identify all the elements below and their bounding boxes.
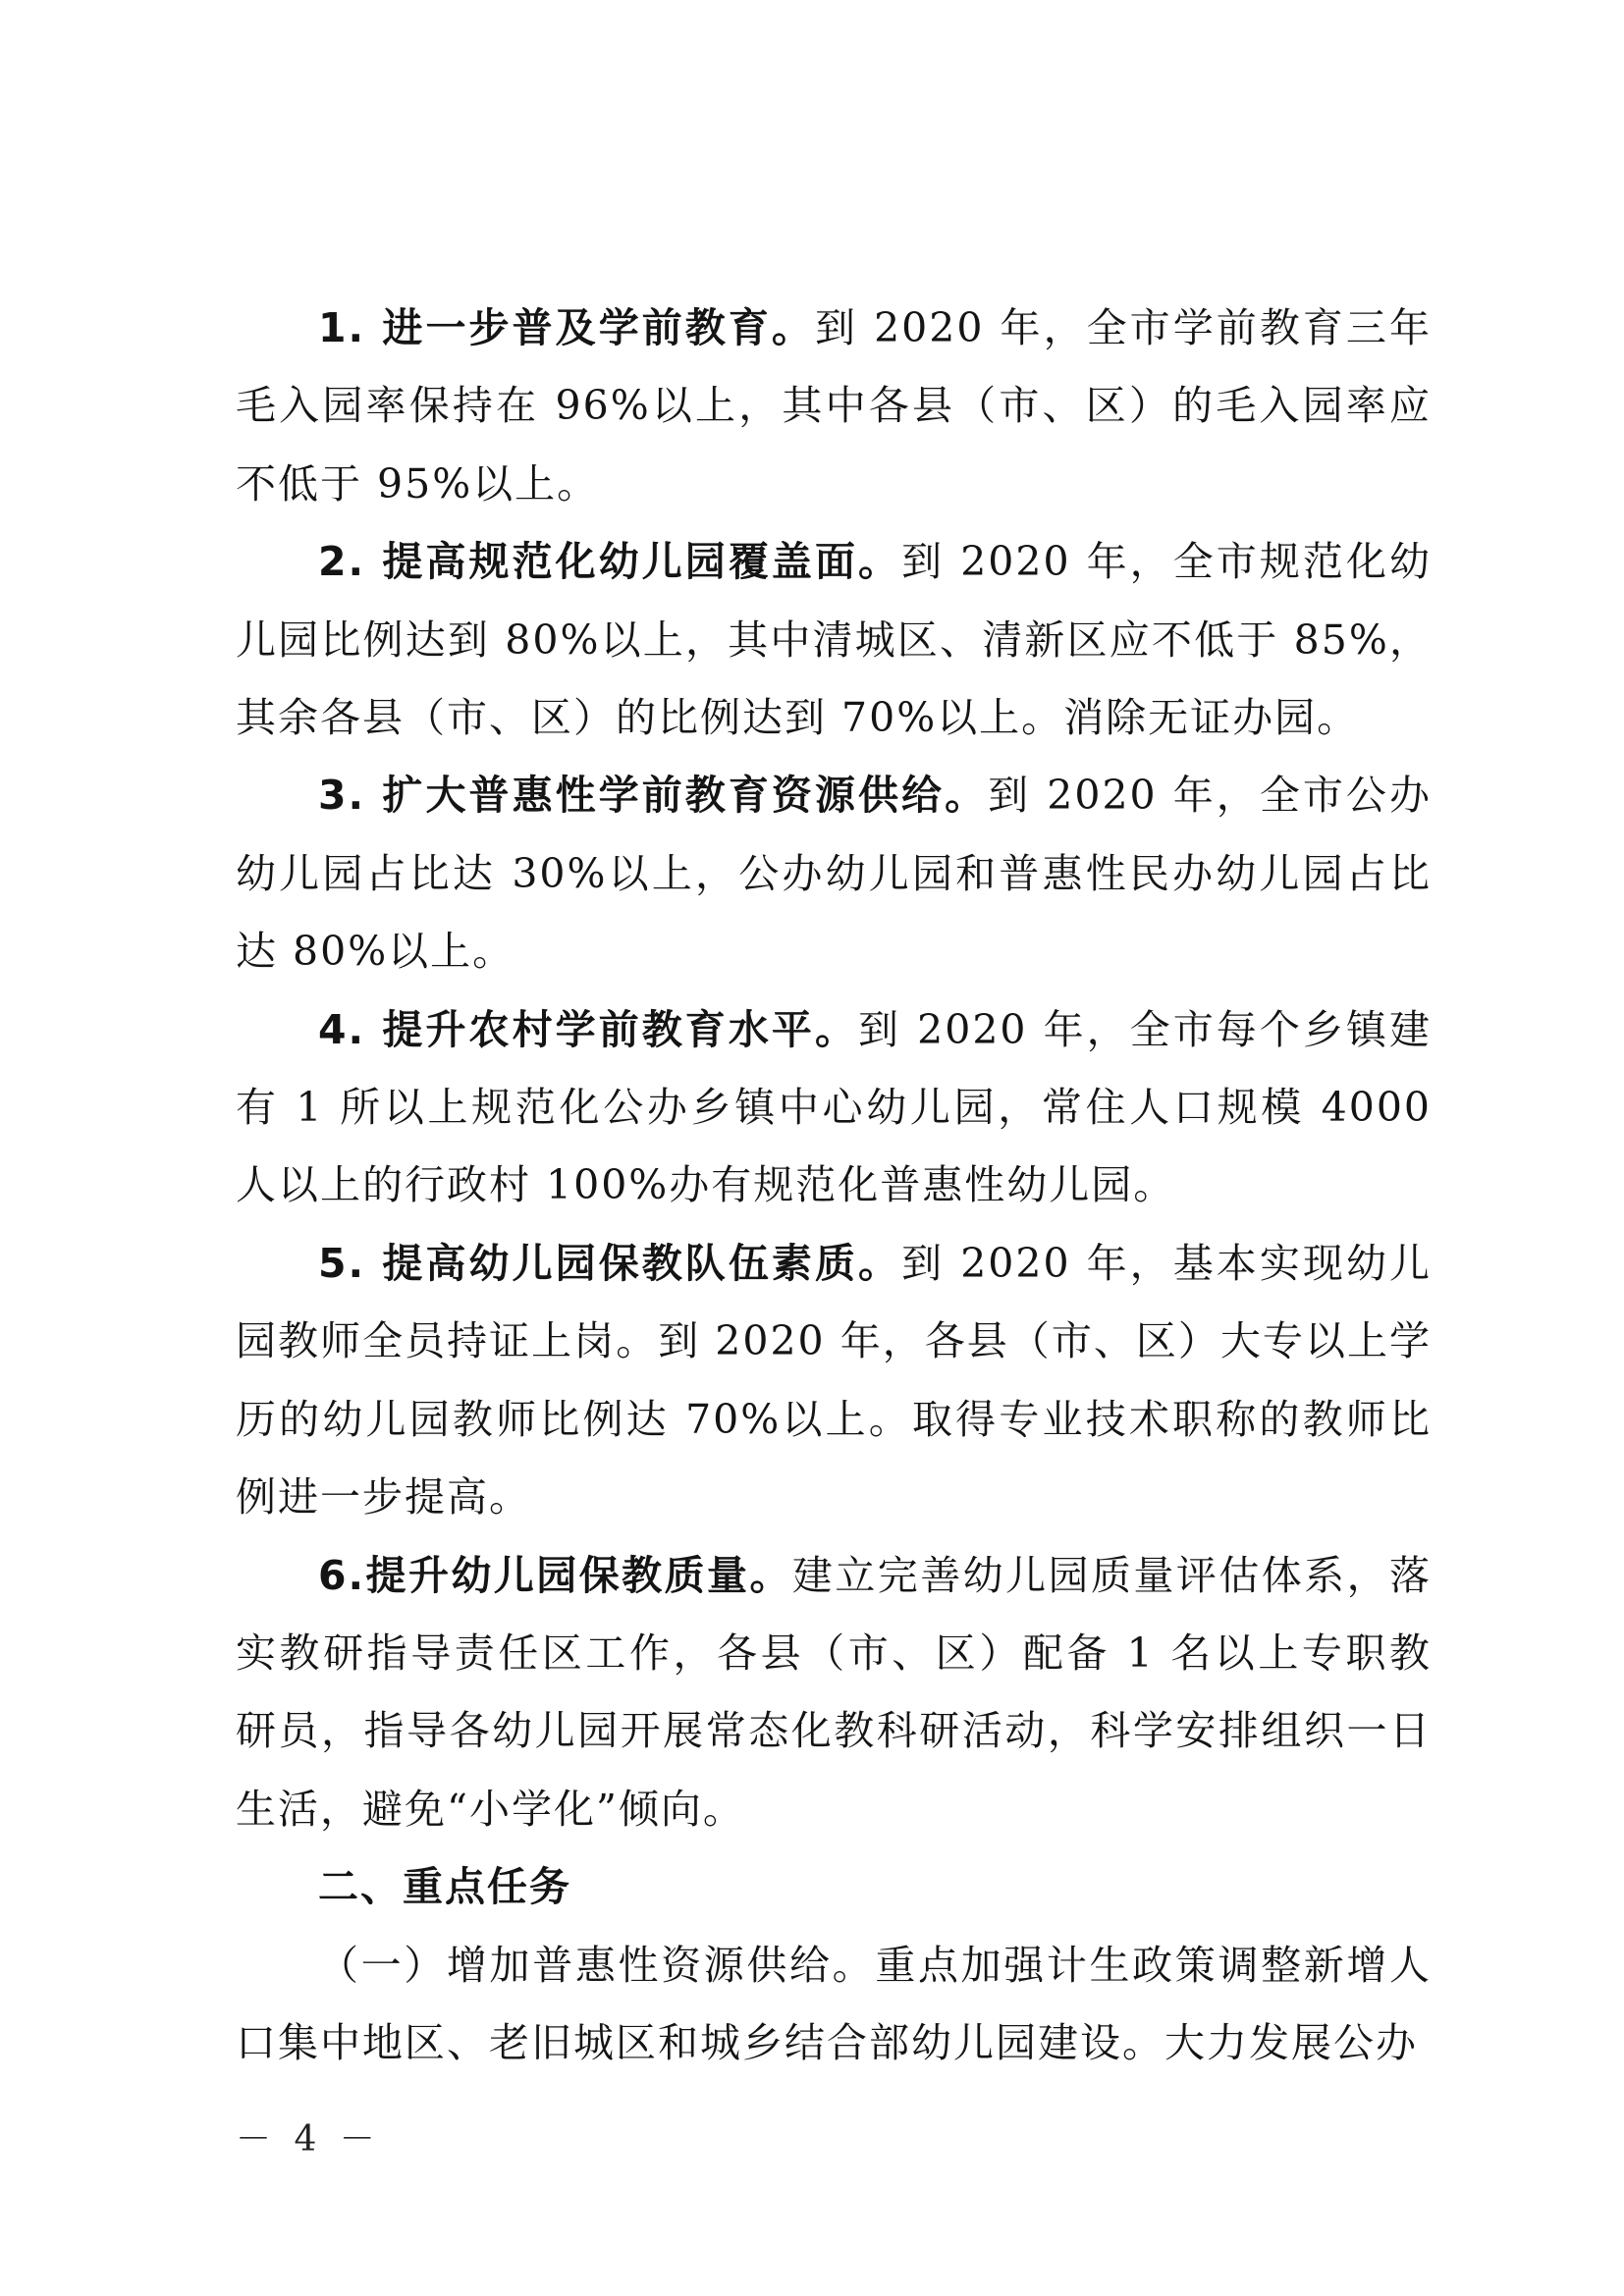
goal-paragraph-1: [236, 290, 1432, 523]
goal-paragraph-6: [236, 1537, 1432, 1849]
page-number: － 4 －: [236, 2119, 381, 2160]
goal-text-4: 到 2020 年，全市每个乡镇建有 1 所以上规范化公办乡镇中心幼儿园，常住人口规模 4000 人以上的行政村 100%办有规范化普惠性幼儿园。: [236, 1005, 1432, 1209]
goal-heading-2: 2. 提高规范化幼儿园覆盖面。: [318, 538, 902, 586]
goal-heading-1: 1. 进一步普及学前教育。: [318, 304, 815, 351]
section-heading: 二、重点任务: [318, 1863, 571, 1911]
goal-text-5: 到 2020 年，基本实现幼儿园教师全员持证上岗。到 2020 年，各县（市、区）大专以上学历的幼儿园教师比例达 70%以上。取得专业技术职称的教师比例进一步提高。: [236, 1239, 1432, 1522]
goal-paragraph-3: [236, 757, 1432, 990]
goal-text-2: 到 2020 年，全市规范化幼儿园比例达到 80%以上，其中清城区、清新区应不低于 85%，其余各县（市、区）的比例达到 70%以上。消除无证办园。: [236, 538, 1432, 742]
goal-paragraph-5: [236, 1225, 1432, 1537]
goal-text-1: 到 2020 年，全市学前教育三年毛入园率保持在 96%以上，其中各县（市、区）的毛入园率应不低于 95%以上。: [236, 304, 1432, 507]
goal-heading-3: 3. 扩大普惠性学前教育资源供给。: [318, 772, 989, 820]
goal-text-3: 到 2020 年，全市公办幼儿园占比达 30%以上，公办幼儿园和普惠性民办幼儿园占比达 80%以上。: [236, 772, 1432, 976]
task-paragraph: （一）增加普惠性资源供给。重点加强计生政策调整新增人口集中地区、老旧城区和城乡结合部幼儿园建设。大力发展公办: [236, 1941, 1432, 2066]
goal-paragraph-2: [236, 523, 1432, 757]
goal-heading-4: 4. 提升农村学前教育水平。: [318, 1005, 859, 1053]
goal-text-6: 建立完善幼儿园质量评估体系，落实教研指导责任区工作，各县（市、区）配备 1 名以上专职教研员，指导各幼儿园开展常态化教科研活动，科学安排组织一日生活，避免“小学化”倾向。: [236, 1551, 1433, 1833]
document-body: [236, 290, 1432, 2082]
goal-heading-5: 5. 提高幼儿园保教队伍素质。: [318, 1239, 902, 1287]
goal-heading-6: 6.提升幼儿园保教质量。: [318, 1551, 792, 1599]
goal-paragraph-4: [236, 991, 1432, 1225]
